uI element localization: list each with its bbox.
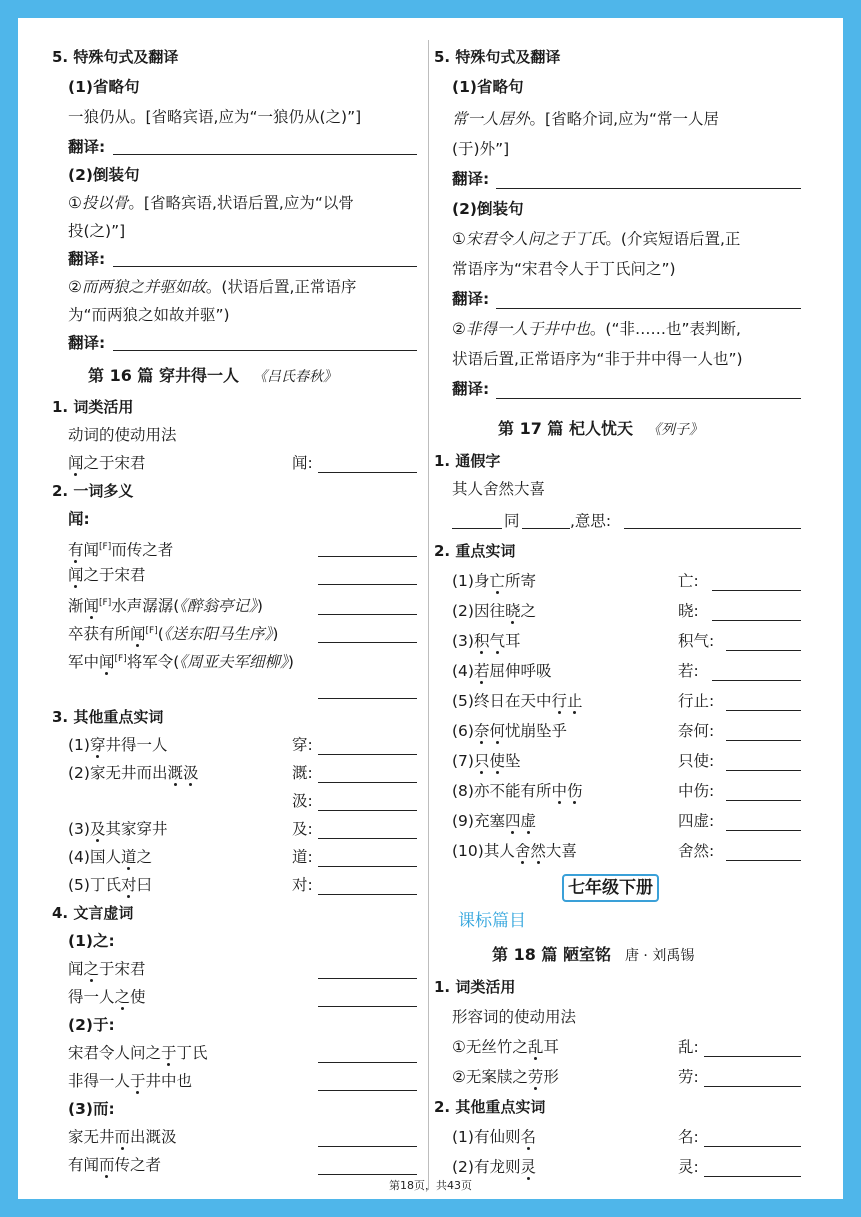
item-label: 道: bbox=[292, 848, 313, 866]
sentence: 形容词的使动用法 bbox=[452, 1008, 577, 1026]
item-text: 宋君令人问之于丁氏 bbox=[68, 1044, 208, 1062]
item-label: 溉: bbox=[292, 764, 313, 782]
sentence: 状语后置,正常语序为“非于井中得一人也”) bbox=[452, 350, 743, 368]
item-label: 对: bbox=[292, 876, 313, 894]
answer-line[interactable] bbox=[704, 1056, 801, 1057]
answer-line[interactable] bbox=[318, 642, 417, 643]
meaning-label: ,意思: bbox=[570, 512, 612, 530]
sentence: ②而两狼之并驱如故。(状语后置,正常语序 bbox=[68, 278, 357, 296]
answer-line[interactable] bbox=[113, 266, 417, 267]
item-label: 若: bbox=[678, 662, 699, 680]
answer-line[interactable] bbox=[318, 698, 417, 699]
item-text: (8)亦不能有所中伤 bbox=[452, 782, 583, 800]
answer-line[interactable] bbox=[704, 1086, 801, 1087]
answer-line[interactable] bbox=[318, 1174, 417, 1175]
sentence: ②非得一人于井中也。(“非……也”表判断, bbox=[452, 320, 741, 338]
item-label: 乱: bbox=[678, 1038, 699, 1056]
item-text: (4)国人道之 bbox=[68, 848, 152, 866]
item-text: (1)有仙则名 bbox=[452, 1128, 536, 1146]
answer-line[interactable] bbox=[318, 1062, 417, 1063]
item-label: 积气: bbox=[678, 632, 715, 650]
subheading: (1)省略句 bbox=[68, 78, 140, 96]
item-label: 及: bbox=[292, 820, 313, 838]
section-heading: 2. 一词多义 bbox=[52, 482, 134, 500]
item-text: (6)奈何忧崩坠乎 bbox=[452, 722, 568, 740]
document-page bbox=[18, 18, 843, 1199]
sentence: 一狼仍从。[省略宾语,应为“一狼仍从(之)”] bbox=[68, 108, 362, 126]
item-text: 卒获有所闻[F](《送东阳马生序》) bbox=[68, 625, 279, 644]
item-text: (4)若屈伸呼吸 bbox=[452, 662, 552, 680]
answer-line[interactable] bbox=[704, 1146, 801, 1147]
item-label: 奈何: bbox=[678, 722, 715, 740]
answer-line[interactable] bbox=[318, 1146, 417, 1147]
item-text: 有闻[F]而传之者 bbox=[68, 541, 174, 560]
answer-line[interactable] bbox=[624, 528, 801, 529]
sentence: (于)外”] bbox=[452, 140, 510, 158]
sentence: ①宋君令人问之于丁氏。(介宾短语后置,正 bbox=[452, 230, 741, 248]
answer-line[interactable] bbox=[726, 650, 801, 651]
section-heading: 5. 特殊句式及翻译 bbox=[434, 48, 561, 66]
grade-banner: 七年级下册 bbox=[562, 874, 659, 902]
answer-line[interactable] bbox=[318, 894, 417, 895]
translate-label: 翻译: bbox=[68, 334, 106, 352]
item-text: (7)只使坠 bbox=[452, 752, 521, 770]
answer-line[interactable] bbox=[318, 472, 417, 473]
translate-label: 翻译: bbox=[452, 290, 490, 308]
item-text: 闻之于宋君 bbox=[68, 566, 146, 584]
answer-line[interactable] bbox=[318, 810, 417, 811]
item-text: 闻之于宋君 bbox=[68, 454, 146, 472]
item-text: 军中闻[F]将军令(《周亚夫军细柳》) bbox=[68, 653, 294, 672]
subheading: (3)而: bbox=[68, 1100, 115, 1118]
item-text: (3)积气耳 bbox=[452, 632, 521, 650]
translate-label: 翻译: bbox=[452, 170, 490, 188]
section-heading: 4. 文言虚词 bbox=[52, 904, 134, 922]
item-text: (3)及其家穿井 bbox=[68, 820, 168, 838]
answer-line[interactable] bbox=[113, 350, 417, 351]
article-title: 第 16 篇 穿井得一人 《吕氏春秋》 bbox=[88, 366, 337, 385]
answer-line[interactable] bbox=[318, 782, 417, 783]
item-text: (2)有龙则灵 bbox=[452, 1158, 536, 1176]
answer-line[interactable] bbox=[712, 590, 801, 591]
answer-line[interactable] bbox=[318, 1006, 417, 1007]
same-label: 同 bbox=[504, 512, 520, 530]
item-text: (2)家无井而出溉汲 bbox=[68, 764, 199, 782]
section-heading: 2. 重点实词 bbox=[434, 542, 516, 560]
word-label: 闻: bbox=[68, 510, 90, 528]
item-text: (10)其人舍然大喜 bbox=[452, 842, 577, 860]
page-number: 第18页，共43页 bbox=[389, 1179, 472, 1192]
subheading: (2)倒装句 bbox=[68, 166, 140, 184]
item-label: 灵: bbox=[678, 1158, 699, 1176]
item-text: 得一人之使 bbox=[68, 988, 146, 1006]
item-text: 闻之于宋君 bbox=[68, 960, 146, 978]
answer-line[interactable] bbox=[496, 308, 801, 309]
answer-line[interactable] bbox=[318, 584, 417, 585]
item-text: (1)穿井得一人 bbox=[68, 736, 168, 754]
sentence: 常语序为“宋君令人于丁氏问之”) bbox=[452, 260, 676, 278]
item-label: 四虚: bbox=[678, 812, 715, 830]
subheading: (1)省略句 bbox=[452, 78, 524, 96]
answer-line[interactable] bbox=[726, 860, 801, 861]
subheading: (1)之: bbox=[68, 932, 115, 950]
answer-line[interactable] bbox=[318, 754, 417, 755]
item-label: 闻: bbox=[292, 454, 313, 472]
section-heading: 3. 其他重点实词 bbox=[52, 708, 164, 726]
translate-label: 翻译: bbox=[68, 250, 106, 268]
item-label: 中伤: bbox=[678, 782, 715, 800]
section-heading: 1. 词类活用 bbox=[434, 978, 516, 996]
section-heading: 2. 其他重点实词 bbox=[434, 1098, 546, 1116]
item-text: 非得一人于井中也 bbox=[68, 1072, 193, 1090]
item-label: 舍然: bbox=[678, 842, 715, 860]
item-label: 亡: bbox=[678, 572, 699, 590]
answer-line[interactable] bbox=[318, 614, 417, 615]
section-label: 课标篇目 bbox=[458, 911, 526, 931]
answer-line[interactable] bbox=[726, 830, 801, 831]
sentence: 为“而两狼之如故并驱”) bbox=[68, 306, 230, 324]
answer-line[interactable] bbox=[318, 978, 417, 979]
answer-line[interactable] bbox=[318, 556, 417, 557]
item-text: ②无案牍之劳形 bbox=[452, 1068, 559, 1086]
sentence: 动词的使动用法 bbox=[68, 426, 177, 444]
sentence: 投(之)”] bbox=[68, 222, 126, 240]
item-text: (5)终日在天中行止 bbox=[452, 692, 583, 710]
answer-line[interactable] bbox=[496, 188, 801, 189]
item-text: 家无井而出溉汲 bbox=[68, 1128, 177, 1146]
item-label: 汲: bbox=[292, 792, 313, 810]
item-text: (1)身亡所寄 bbox=[452, 572, 536, 590]
answer-line[interactable] bbox=[726, 770, 801, 771]
item-label: 穿: bbox=[292, 736, 313, 754]
answer-line[interactable] bbox=[496, 398, 801, 399]
item-text: 有闻而传之者 bbox=[68, 1156, 162, 1174]
item-label: 只使: bbox=[678, 752, 715, 770]
item-text: (2)因往晓之 bbox=[452, 602, 536, 620]
column-divider bbox=[428, 40, 429, 1190]
item-text: ①无丝竹之乱耳 bbox=[452, 1038, 559, 1056]
item-label: 行止: bbox=[678, 692, 715, 710]
answer-line[interactable] bbox=[726, 740, 801, 741]
sentence: 其人舍然大喜 bbox=[452, 480, 546, 498]
answer-line[interactable] bbox=[318, 838, 417, 839]
section-heading: 1. 通假字 bbox=[434, 452, 501, 470]
answer-line[interactable] bbox=[726, 800, 801, 801]
translate-label: 翻译: bbox=[68, 138, 106, 156]
subheading: (2)倒装句 bbox=[452, 200, 524, 218]
answer-line[interactable] bbox=[452, 528, 502, 529]
answer-line[interactable] bbox=[522, 528, 570, 529]
subheading: (2)于: bbox=[68, 1016, 115, 1034]
item-text: 渐闻[F]水声潺潺(《醉翁亭记》) bbox=[68, 597, 263, 616]
answer-line[interactable] bbox=[726, 710, 801, 711]
answer-line[interactable] bbox=[318, 866, 417, 867]
item-label: 名: bbox=[678, 1128, 699, 1146]
item-text: (9)充塞四虚 bbox=[452, 812, 536, 830]
answer-line[interactable] bbox=[318, 1090, 417, 1091]
sentence: 常一人居外。[省略介词,应为“常一人居 bbox=[452, 110, 720, 128]
section-heading: 5. 特殊句式及翻译 bbox=[52, 48, 179, 66]
item-label: 劳: bbox=[678, 1068, 699, 1086]
item-label: 晓: bbox=[678, 602, 699, 620]
item-text: (5)丁氏对曰 bbox=[68, 876, 152, 894]
answer-line[interactable] bbox=[113, 154, 417, 155]
article-title: 第 17 篇 杞人忧天 《列子》 bbox=[498, 419, 703, 438]
answer-line[interactable] bbox=[712, 620, 801, 621]
translate-label: 翻译: bbox=[452, 380, 490, 398]
section-heading: 1. 词类活用 bbox=[52, 398, 134, 416]
sentence: ①投以骨。[省略宾语,状语后置,应为“以骨 bbox=[68, 194, 354, 212]
article-title: 第 18 篇 陋室铭 唐 · 刘禹锡 bbox=[492, 945, 695, 964]
answer-line[interactable] bbox=[712, 680, 801, 681]
